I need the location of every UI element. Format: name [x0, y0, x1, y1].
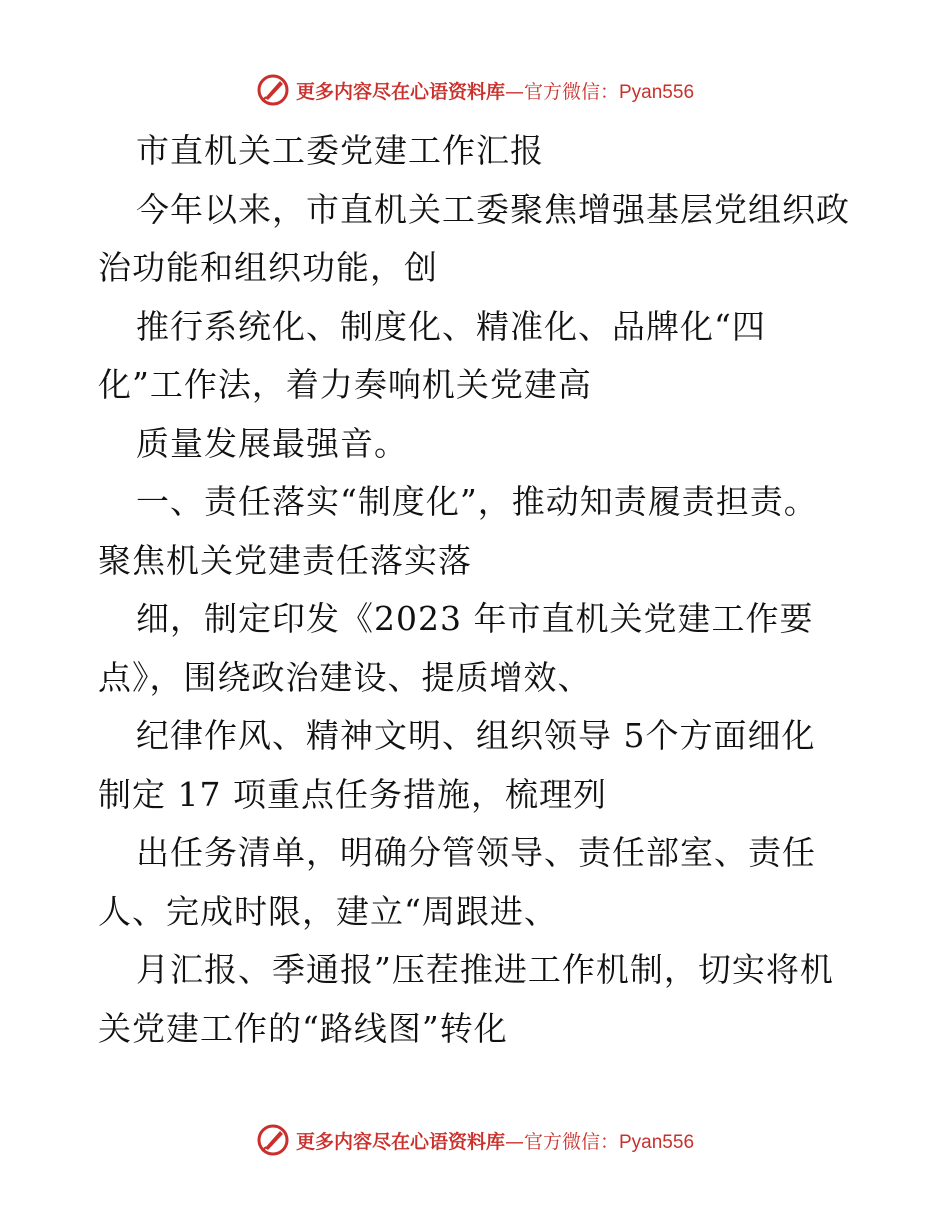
watermark-text [296, 1127, 694, 1154]
document-line: 推行系统化、制度化、精准化、品牌化“四 [136, 306, 766, 346]
document-line: 化”工作法，着力奏响机关党建高 [98, 365, 592, 404]
watermark-wechat-label: 官方微信： [523, 80, 619, 103]
watermark-dash: — [504, 1130, 524, 1153]
watermark-dash: — [504, 80, 524, 103]
document-line: 出任务清单，明确分管领导、责任部室、责任 [136, 833, 816, 872]
watermark-brand: 更多内容尽在心语资料库 [295, 80, 505, 103]
watermark-wechat-label: 官方微信： [523, 1130, 619, 1153]
watermark-footer [0, 1120, 950, 1160]
quill-logo-icon [256, 1123, 290, 1157]
document-line: 月汇报、季通报”压茬推进工作机制，切实将机 [136, 950, 834, 989]
document-line: 纪律作风、精神文明、组织领导 5个方面细化 [136, 716, 816, 755]
document-line: 细，制定印发《2023 年市直机关党建工作要 [136, 599, 814, 638]
document-line: 治功能和组织功能，创 [98, 248, 438, 287]
document-line: 人、完成时限，建立“周跟进、 [98, 891, 558, 931]
document-line: 聚焦机关党建责任落实落 [98, 540, 472, 580]
document-line: 质量发展最强音。 [136, 423, 408, 463]
document-line: 关党建工作的“路线图”转化 [98, 1008, 508, 1048]
document-line: 制定 17 项重点任务措施，梳理列 [98, 774, 607, 814]
document-line: 市直机关工委党建工作汇报 [136, 131, 544, 170]
document-line: 点》，围绕政治建设、提质增效、 [98, 657, 592, 697]
watermark-wechat-id: Pyan556 [619, 1131, 695, 1153]
document-body [98, 122, 868, 1058]
document-line: 今年以来，市直机关工委聚焦增强基层党组织政 [136, 189, 850, 229]
quill-logo-icon [256, 73, 290, 107]
watermark-brand: 更多内容尽在心语资料库 [295, 1130, 505, 1153]
document-line: 一、责任落实“制度化”，推动知责履责担责。 [136, 482, 818, 521]
watermark-header [0, 70, 950, 110]
watermark-text [296, 77, 694, 104]
watermark-wechat-id: Pyan556 [619, 81, 695, 103]
